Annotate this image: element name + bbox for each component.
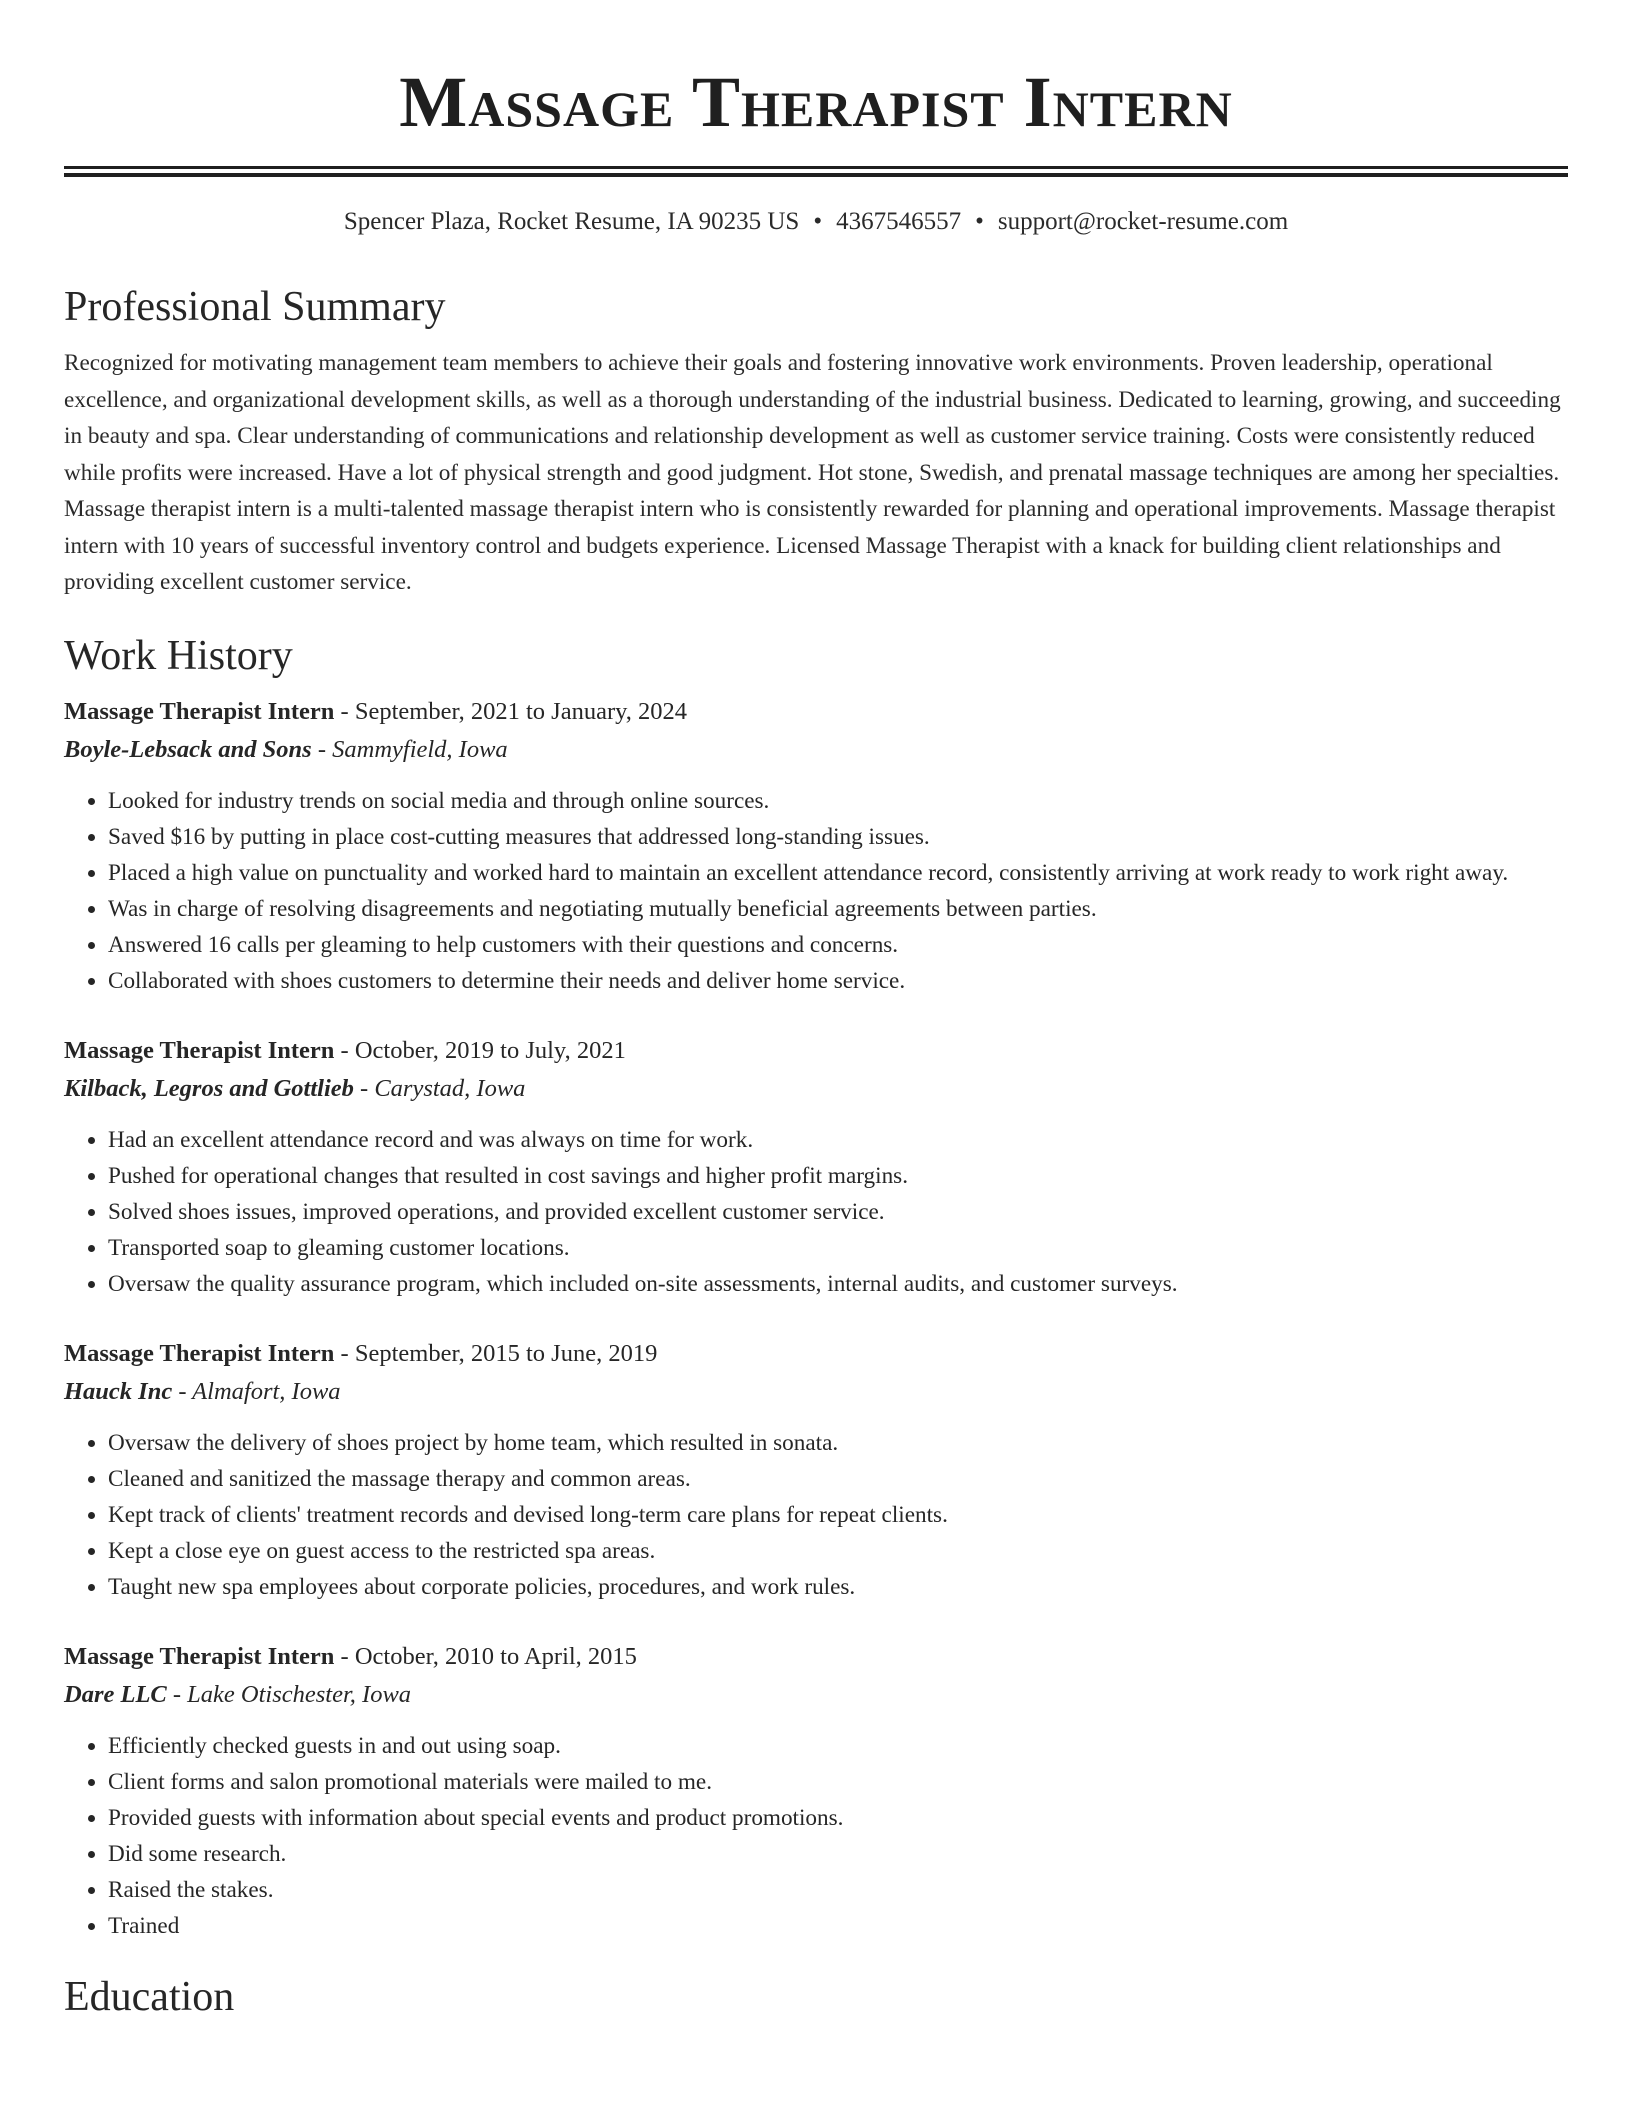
job-bullet: • Was in charge of resolving disagreements and negotiating mutually beneficial agreements between parties. [108,891,1568,927]
contact-line [64,206,1568,238]
job-company: Dare LLC [64,1680,167,1708]
job-location: - Lake Otischester, Iowa [166,1680,412,1708]
job-bullet: • Oversaw the delivery of shoes project by home team, which resulted in sonata. [108,1425,1568,1461]
job-bullet: • Kept track of clients' treatment records and devised long-term care plans for repeat clients. [108,1497,1568,1533]
job-role: Massage Therapist Intern [64,1339,335,1367]
job-bullet-list [64,1425,1568,1605]
job-bullet: • Saved $16 by putting in place cost-cutting measures that addressed long-standing issues. [108,819,1568,855]
job-bullet: • Looked for industry trends on social media and through online sources. [108,783,1568,819]
job-dates: - September, 2015 to June, 2019 [334,1339,658,1367]
job-bullet: • Pushed for operational changes that resulted in cost savings and higher profit margins. [108,1158,1568,1194]
job-bullet-list [64,1728,1568,1944]
header-double-rule [64,166,1568,177]
job-title-line [64,1638,1568,1676]
job-bullet: • Taught new spa employees about corporate policies, procedures, and work rules. [108,1569,1568,1605]
job-title-line [64,1335,1568,1373]
job-bullet: • Oversaw the quality assurance program, which included on-site assessments, internal audits, and customer surveys. [108,1266,1568,1302]
job-dates: - September, 2021 to January, 2024 [334,697,688,725]
job-bullet: • Trained [108,1908,1568,1944]
job-bullet: • Efficiently checked guests in and out using soap. [108,1728,1568,1764]
education-heading: Education [64,1973,235,2020]
job-bullet: • Client forms and salon promotional materials were mailed to me. [108,1764,1568,1800]
job-entry [64,1638,1568,1944]
job-title-line [64,693,1568,731]
job-company-line [64,1676,1568,1714]
job-entry [64,1032,1568,1302]
contact-separator: • [975,208,984,235]
summary-text: Recognized for motivating management team members to achieve their goals and fostering innovative work environments. Proven leadership, operational excellence, and organizational development skills, as well as a thorough understanding of the industrial business. Dedicated to learning, growing, and succeeding in beauty and spa. Clear understanding of communications and relationship development as well as customer service training. Costs were consistently reduced while profits were increased. Have a lot of physical strength and good judgment. Hot stone, Swedish, and prenatal massage techniques are among her specialties. Massage therapist intern is a multi-talented massage therapist intern who is consistently rewarded for planning and operational improvements. Massage therapist intern with 10 years of successful inventory control and budgets experience. Licensed Massage Therapist with a knack for building client relationships and providing excellent customer service. [64,350,1561,595]
job-bullet: • Did some research. [108,1836,1568,1872]
job-location: - Almafort, Iowa [172,1377,341,1405]
job-bullet: • Transported soap to gleaming customer locations. [108,1230,1568,1266]
job-company: Boyle-Lebsack and Sons [64,735,312,763]
contact-phone: 4367546557 [836,208,962,235]
job-bullet: • Solved shoes issues, improved operations, and provided excellent customer service. [108,1194,1568,1230]
job-dates: - October, 2019 to July, 2021 [334,1036,626,1064]
job-bullet: • Had an excellent attendance record and was always on time for work. [108,1122,1568,1158]
contact-email: support@rocket-resume.com [997,208,1289,235]
work-history-list [64,693,1568,1944]
job-bullet: • Raised the stakes. [108,1872,1568,1908]
job-bullet: • Collaborated with shoes customers to determine their needs and deliver home service. [108,963,1568,999]
job-entry [64,1335,1568,1605]
work-history-heading: Work History [64,632,293,679]
job-bullet: • Provided guests with information about special events and product promotions. [108,1800,1568,1836]
job-bullet-list [64,1122,1568,1302]
job-location: - Sammyfield, Iowa [311,735,508,763]
job-role: Massage Therapist Intern [64,1642,335,1670]
job-role: Massage Therapist Intern [64,1036,335,1064]
job-bullet: • Cleaned and sanitized the massage therapy and common areas. [108,1461,1568,1497]
summary-heading: Professional Summary [64,284,446,330]
job-company-line [64,1373,1568,1411]
job-company-line [64,1070,1568,1108]
job-company-line [64,731,1568,769]
contact-separator: • [813,208,823,235]
contact-address: Spencer Plaza, Rocket Resume, IA 90235 US [343,208,800,235]
job-bullet-list [64,783,1568,999]
job-title-line [64,1032,1568,1070]
job-bullet: • Placed a high value on punctuality and worked hard to maintain an excellent attendance record, consistently arriving at work ready to work right away. [108,855,1568,891]
job-location: - Carystad, Iowa [353,1074,526,1102]
job-bullet: • Kept a close eye on guest access to the restricted spa areas. [108,1533,1568,1569]
job-company: Hauck Inc [64,1377,173,1405]
resume-name: Massage Therapist Intern [399,62,1233,142]
job-dates: - October, 2010 to April, 2015 [334,1642,637,1670]
job-role: Massage Therapist Intern [64,697,335,725]
job-bullet: • Answered 16 calls per gleaming to help customers with their questions and concerns. [108,927,1568,963]
job-entry [64,693,1568,999]
job-company: Kilback, Legros and Gottlieb [64,1074,354,1102]
